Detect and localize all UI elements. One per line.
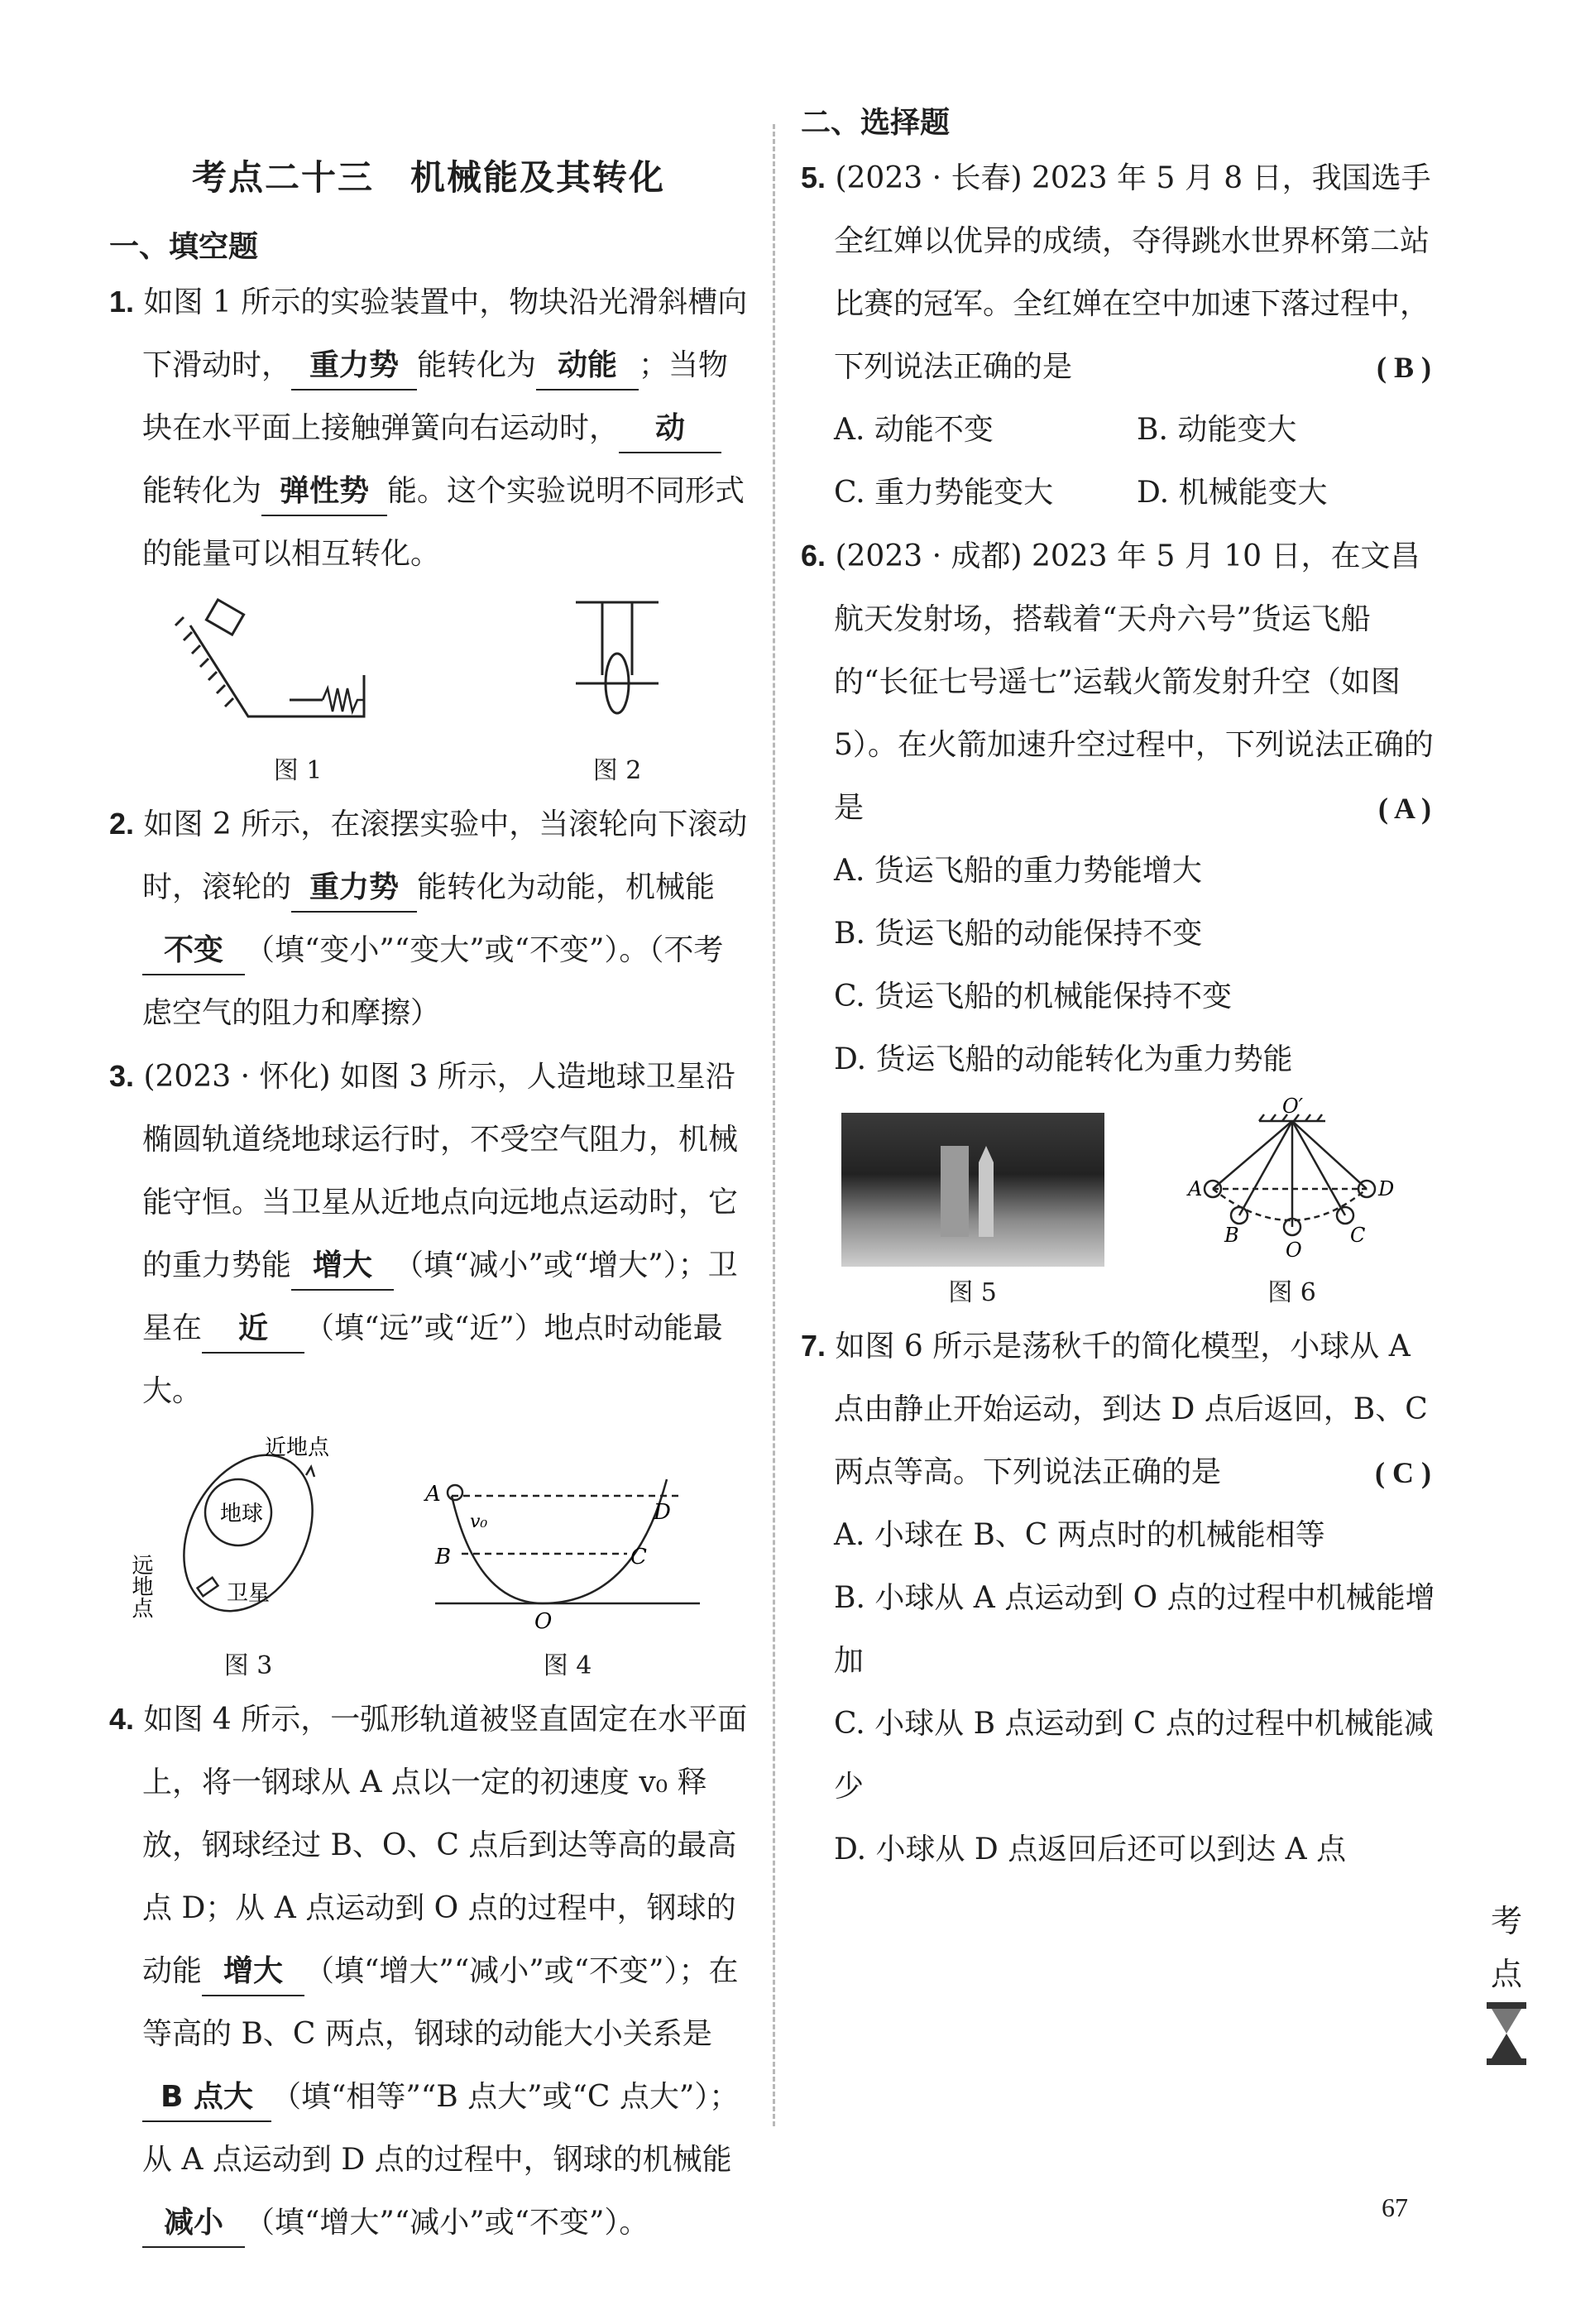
rocket-launch-photo bbox=[841, 1113, 1104, 1267]
point-O: O bbox=[534, 1609, 553, 1634]
side-tab bbox=[1478, 1895, 1535, 2082]
option-d[interactable]: D. 货运飞船的动能转化为重力势能 bbox=[834, 1042, 1293, 1076]
point-O-prime: O′ bbox=[1281, 1095, 1303, 1118]
question-number: 4. bbox=[109, 1702, 135, 1736]
question-text: 如图 1 所示的实验装置中，物块沿光滑斜槽向下滑动时， bbox=[142, 285, 748, 382]
option-a[interactable]: A. 货运飞船的重力势能增大 bbox=[834, 854, 1202, 888]
option-c[interactable]: C. 小球从 B 点运动到 C 点的过程中机械能减少 bbox=[834, 1707, 1434, 1804]
point-D: D bbox=[1377, 1177, 1394, 1200]
question-text: (2023 · 长春) 2023 年 5 月 8 日，我国选手全红婵以优异的成绩，夺得跳水世界杯第二站比赛的冠军。全红婵在空中加速下落过程中，下列说法正确的是 bbox=[834, 161, 1431, 384]
question-4 bbox=[109, 1688, 748, 2255]
point-D: D bbox=[654, 1500, 671, 1525]
answer-blank[interactable]: 增大 bbox=[202, 1948, 304, 1996]
option-b[interactable]: B. 货运飞船的动能保持不变 bbox=[834, 917, 1203, 951]
label-earth: 地球 bbox=[220, 1502, 264, 1526]
arc-track-diagram bbox=[419, 1463, 716, 1636]
figure-4 bbox=[419, 1463, 716, 1681]
answer-blank[interactable]: 近 bbox=[202, 1306, 304, 1354]
option-b[interactable]: B. 动能变大 bbox=[1137, 413, 1297, 447]
label-near-point: 近地点 bbox=[265, 1435, 330, 1460]
answer-blank[interactable]: 弹性势 bbox=[261, 468, 387, 516]
question-1 bbox=[109, 271, 748, 586]
question-text: 能转化为动能，机械能 bbox=[417, 870, 716, 904]
option-d[interactable]: D. 机械能变大 bbox=[1137, 476, 1328, 510]
option-c[interactable]: C. 货运飞船的机械能保持不变 bbox=[834, 980, 1233, 1013]
maxwell-wheel-diagram bbox=[551, 592, 683, 741]
figure-caption: 图 5 bbox=[948, 1278, 997, 1307]
figure-6 bbox=[1185, 1095, 1400, 1308]
question-2 bbox=[109, 793, 748, 1045]
point-A: A bbox=[425, 1482, 441, 1507]
choice-answer[interactable]: ( C ) bbox=[1375, 1456, 1431, 1489]
right-column bbox=[801, 99, 1439, 1881]
question-6 bbox=[801, 525, 1439, 840]
page-title: 考点二十三 机械能及其转化 bbox=[191, 157, 665, 198]
question-text: 能转化为 bbox=[142, 474, 262, 508]
question-text: （填“增大”“减小”或“不变”）。 bbox=[245, 2206, 649, 2240]
figure-caption: 图 2 bbox=[592, 756, 642, 785]
option-a[interactable]: A. 小球在 B、C 两点时的机械能相等 bbox=[834, 1518, 1325, 1552]
point-B: B bbox=[435, 1545, 452, 1569]
figure-caption: 图 4 bbox=[543, 1651, 592, 1680]
options-q5-row1 bbox=[801, 399, 1439, 462]
figure-caption: 图 6 bbox=[1267, 1278, 1316, 1307]
side-tab-char: 考 bbox=[1490, 1903, 1522, 1939]
answer-blank[interactable]: 重力势 bbox=[291, 865, 417, 913]
answer-blank[interactable]: 减小 bbox=[142, 2200, 245, 2248]
option-c[interactable]: C. 重力势能变大 bbox=[834, 476, 1054, 510]
left-column bbox=[109, 99, 748, 2255]
figure-caption: 图 3 bbox=[223, 1651, 273, 1680]
question-text: 能。这个实验说明不同形式的能量可以相互转化。 bbox=[142, 474, 745, 571]
section-choice: 二、选择题 bbox=[801, 106, 951, 140]
question-number: 7. bbox=[801, 1329, 826, 1363]
option-b[interactable]: B. 小球从 A 点运动到 O 点的过程中机械能增加 bbox=[834, 1581, 1435, 1678]
question-text: 如图 2 所示，在滚摆实验中，当滚轮向下滚动时，滚轮的 bbox=[142, 807, 748, 904]
question-7 bbox=[801, 1315, 1439, 1504]
question-text: 如图 4 所示，一弧形轨道被竖直固定在水平面上，将一钢球从 A 点以一定的初速度 v₀ 释放，钢球经过 B、O、C 点后到达等高的最高点 D；从 A 点运动到 O 点的过程中，钢球的动能 bbox=[142, 1703, 748, 1988]
satellite-orbit-diagram bbox=[128, 1430, 356, 1636]
question-text: （填“相等”“B 点大”或“C 点大”）；从 A 点运动到 D 点的过程中，钢球的机械能 bbox=[142, 2080, 740, 2177]
figure-row-5-6 bbox=[801, 1095, 1439, 1308]
figure-caption: 图 1 bbox=[273, 756, 323, 785]
answer-blank[interactable]: 重力势 bbox=[291, 343, 417, 391]
label-v0: v₀ bbox=[470, 1512, 488, 1532]
answer-blank[interactable]: B 点大 bbox=[142, 2074, 271, 2122]
question-3 bbox=[109, 1045, 748, 1423]
figure-5 bbox=[841, 1113, 1104, 1308]
question-number: 1. bbox=[109, 285, 135, 319]
point-B: B bbox=[1224, 1224, 1239, 1247]
figure-3 bbox=[128, 1430, 356, 1681]
options-q5-row2 bbox=[801, 462, 1439, 525]
question-text: 能转化为 bbox=[417, 348, 537, 382]
swing-model-diagram bbox=[1185, 1095, 1400, 1263]
figure-row-1-2 bbox=[109, 592, 748, 786]
question-5 bbox=[801, 146, 1439, 399]
label-satellite: 卫星 bbox=[227, 1581, 271, 1606]
question-text: 如图 6 所示是荡秋千的简化模型，小球从 A 点由静止开始运动，到达 D 点后返回，B、C 两点等高。下列说法正确的是 bbox=[834, 1330, 1428, 1489]
question-number: 5. bbox=[801, 161, 826, 194]
section-fill-in: 一、填空题 bbox=[109, 230, 259, 264]
question-text: （填“增大”“减小”或“不变”）；在等高的 B、C 两点，钢球的动能大小关系是 bbox=[142, 1954, 739, 2051]
choice-answer[interactable]: ( B ) bbox=[1377, 351, 1431, 384]
question-number: 6. bbox=[801, 539, 826, 573]
figure-1 bbox=[174, 592, 422, 786]
answer-blank[interactable]: 动 bbox=[619, 405, 721, 453]
answer-blank[interactable]: 不变 bbox=[142, 927, 245, 975]
rocket-icon bbox=[841, 1113, 1104, 1267]
choice-answer[interactable]: ( A ) bbox=[1377, 792, 1431, 825]
point-O: O bbox=[1285, 1239, 1302, 1262]
figure-row-3-4 bbox=[109, 1430, 748, 1681]
option-a[interactable]: A. 动能不变 bbox=[834, 413, 994, 447]
question-number: 3. bbox=[109, 1059, 135, 1093]
question-number: 2. bbox=[109, 807, 135, 841]
question-text: (2023 · 成都) 2023 年 5 月 10 日，在文昌航天发射场，搭载着“天舟六号”货运飞船的“长征七号遥七”运载火箭发射升空（如图 5）。在火箭加速升空过程中，下列说法正确的是 bbox=[834, 539, 1434, 825]
question-text: （填“远”或“近”）地点时动能最大。 bbox=[142, 1311, 723, 1408]
hourglass-icon bbox=[1483, 2001, 1530, 2067]
figure-2 bbox=[551, 592, 683, 786]
point-C: C bbox=[1349, 1224, 1365, 1247]
side-tab-char: 点 bbox=[1490, 1956, 1522, 1992]
point-C: C bbox=[630, 1545, 647, 1569]
label-far-point: 远地点 bbox=[128, 1554, 153, 1618]
question-text: （填“减小”或“增大”）；卫星在 bbox=[142, 1248, 738, 1345]
question-text: ；当物块在水平面上接触弹簧向右运动时， bbox=[142, 348, 729, 445]
incline-spring-diagram bbox=[174, 592, 422, 741]
option-d[interactable]: D. 小球从 D 点返回后还可以到达 A 点 bbox=[834, 1833, 1347, 1866]
question-text: (2023 · 怀化) 如图 3 所示，人造地球卫星沿椭圆轨道绕地球运行时，不受空气阻力，机械能守恒。当卫星从近地点向远地点运动时，它的重力势能 bbox=[142, 1060, 739, 1282]
question-text: （填“变小”“变大”或“不变”）。（不考虑空气的阻力和摩擦） bbox=[142, 933, 724, 1030]
answer-blank[interactable]: 增大 bbox=[291, 1243, 394, 1291]
point-A: A bbox=[1187, 1177, 1202, 1200]
answer-blank[interactable]: 动能 bbox=[536, 343, 639, 391]
page-number: 67 bbox=[1382, 2192, 1408, 2222]
column-divider bbox=[773, 124, 775, 2126]
